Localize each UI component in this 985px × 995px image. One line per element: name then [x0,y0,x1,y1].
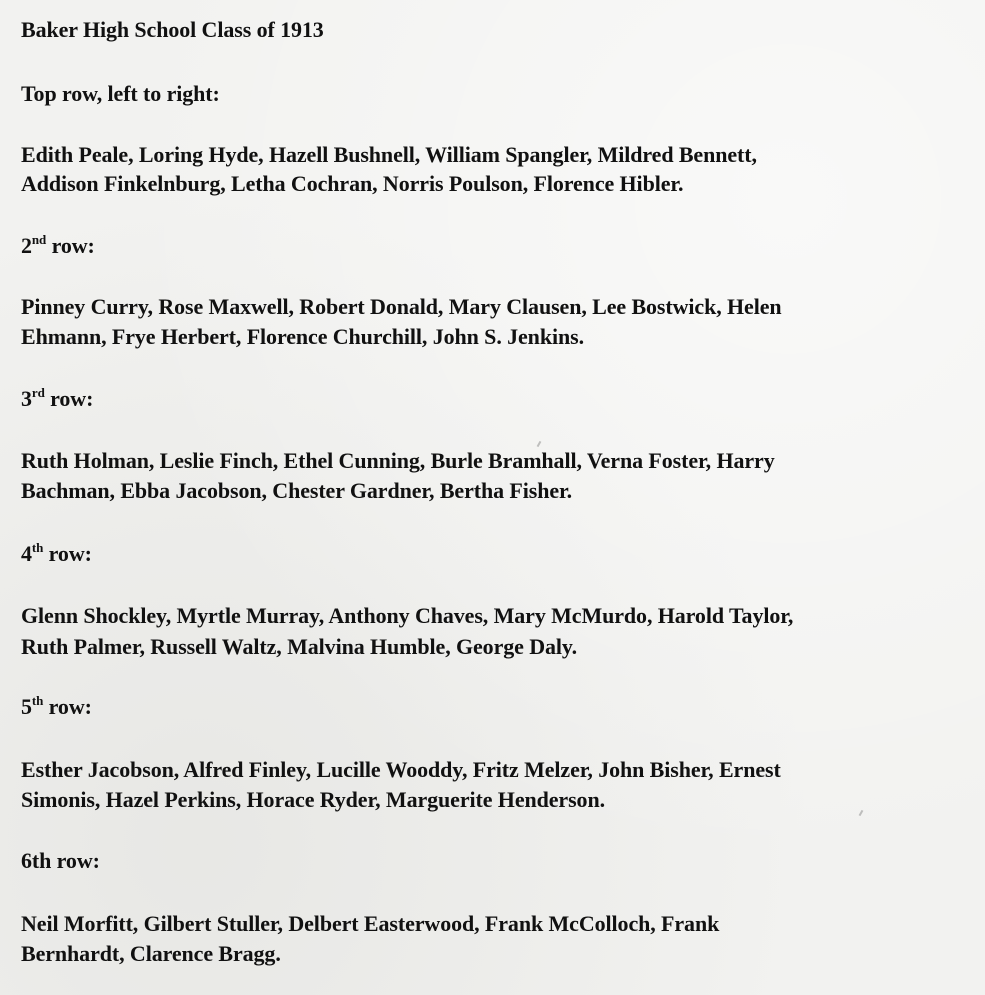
names-line: Esther Jacobson, Alfred Finley, Lucille Wooddy, Fritz Melzer, John Bisher, Ernest [21,757,781,782]
names-line: Ruth Holman, Leslie Finch, Ethel Cunning, Burle Bramhall, Verna Foster, Harry [21,448,775,473]
section-heading-4th-row [21,539,92,569]
names-line: Edith Peale, Loring Hyde, Hazell Bushnell, William Spangler, Mildred Bennett, [21,142,757,167]
section-heading-2nd-row [21,231,95,261]
names-line: Ehmann, Frye Herbert, Florence Churchill, John S. Jenkins. [21,324,584,349]
section-heading-6th-row: 6th row: [21,848,100,873]
section-heading-top-row: Top row, left to right: [21,81,220,106]
names-line: Glenn Shockley, Myrtle Murray, Anthony Chaves, Mary McMurdo, Harold Taylor, [21,603,794,628]
row-ordinal-suffix: nd [31,232,47,247]
document-title: Baker High School Class of 1913 [21,17,324,42]
row-ordinal-suffix: rd [31,385,45,400]
row-number: 5 [21,694,32,719]
names-line: Addison Finkelnburg, Letha Cochran, Norris Poulson, Florence Hibler. [21,171,684,196]
row-label: row: [43,541,92,566]
row-number: 3 [21,386,32,411]
section-heading-5th-row [21,692,92,722]
names-line: Neil Morfitt, Gilbert Stuller, Delbert Easterwood, Frank McColloch, Frank [21,911,720,936]
row-number: 4 [21,541,32,566]
section-heading-3rd-row [21,384,93,414]
names-line: Ruth Palmer, Russell Waltz, Malvina Humble, George Daly. [21,634,578,659]
names-line: Simonis, Hazel Perkins, Horace Ryder, Marguerite Henderson. [21,787,605,812]
row-label: row: [44,386,94,411]
row-number: 2 [21,233,32,258]
row-ordinal-suffix: th [31,540,44,555]
scan-speck [859,810,864,816]
names-line: Bernhardt, Clarence Bragg. [21,941,281,966]
row-label: row: [46,233,95,258]
names-line: Bachman, Ebba Jacobson, Chester Gardner, Bertha Fisher. [21,478,573,503]
names-line: Pinney Curry, Rose Maxwell, Robert Donald, Mary Clausen, Lee Bostwick, Helen [21,294,782,319]
row-ordinal-suffix: th [31,693,44,708]
row-label: row: [43,694,92,719]
